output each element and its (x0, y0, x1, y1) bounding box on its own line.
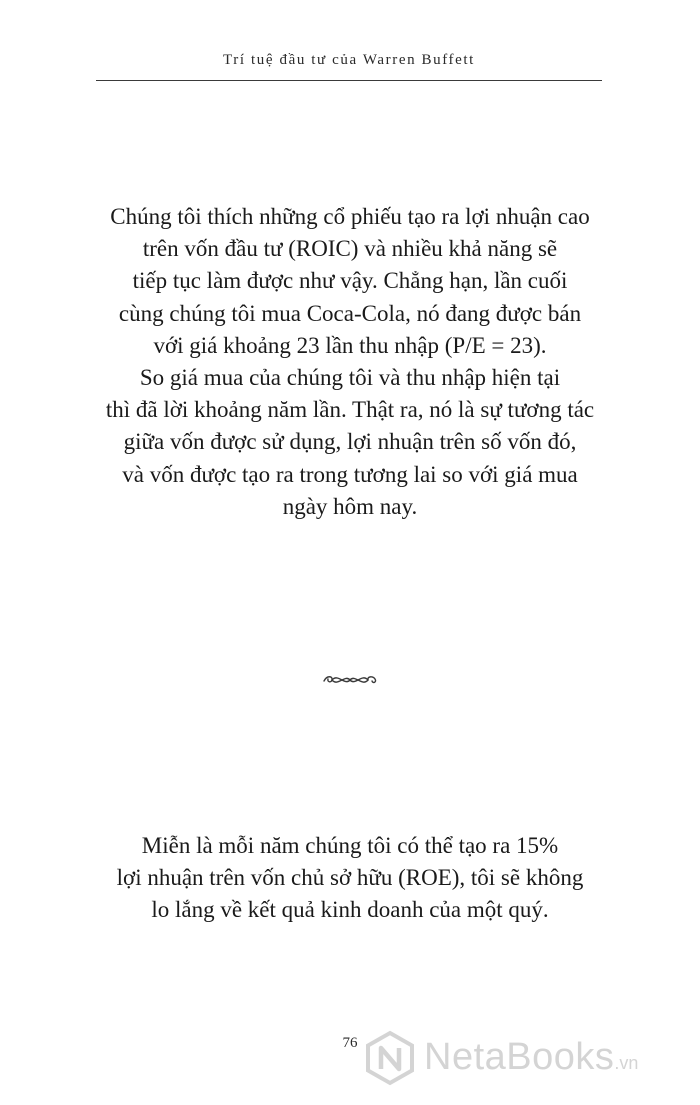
quote-line: thì đã lời khoảng năm lần. Thật ra, nó là sự tương tác (105, 397, 595, 423)
netabooks-logo-icon (362, 1030, 418, 1086)
quote-line: Miễn là mỗi năm chúng tôi có thể tạo ra 15% (141, 833, 559, 858)
quote-line: ngày hôm nay. (282, 493, 418, 519)
quote-line: tiếp tục làm được như vậy. Chẳng hạn, lần cuối (132, 268, 568, 294)
quote-line: Chúng tôi thích những cổ phiếu tạo ra lợi nhuận cao (110, 204, 590, 229)
running-header-title: Trí tuệ đầu tư của Warren Buffett (223, 52, 475, 68)
quote-line: cùng chúng tôi mua Coca-Cola, nó đang được bán (118, 300, 582, 326)
watermark-suffix: .vn (614, 1053, 639, 1073)
quote-line: So giá mua của chúng tôi và thu nhập hiện tại (139, 365, 561, 391)
quote-block-1 (60, 201, 640, 523)
watermark-text (424, 1036, 638, 1079)
quote-line: giữa vốn được sử dụng, lợi nhuận trên số vốn đó, (123, 429, 577, 455)
quote-line: lo lắng về kết quả kinh doanh của một quý. (151, 897, 549, 923)
header-rule (96, 80, 602, 81)
quote-block-2 (60, 830, 640, 927)
netabooks-watermark (362, 1030, 692, 1086)
flourish-ornament-icon (318, 667, 382, 693)
watermark-brand: NetaBooks (424, 1036, 615, 1078)
quote-line: và vốn được tạo ra trong tương lai so với giá mua (122, 461, 578, 487)
quote-line: trên vốn đầu tư (ROIC) và nhiều khả năng sẽ (142, 236, 558, 262)
quote-line: với giá khoảng 23 lần thu nhập (P/E = 23). (153, 332, 547, 358)
page-number: 76 (342, 1035, 358, 1051)
quote-line: lợi nhuận trên vốn chủ sở hữu (ROE), tôi sẽ không (116, 865, 584, 891)
